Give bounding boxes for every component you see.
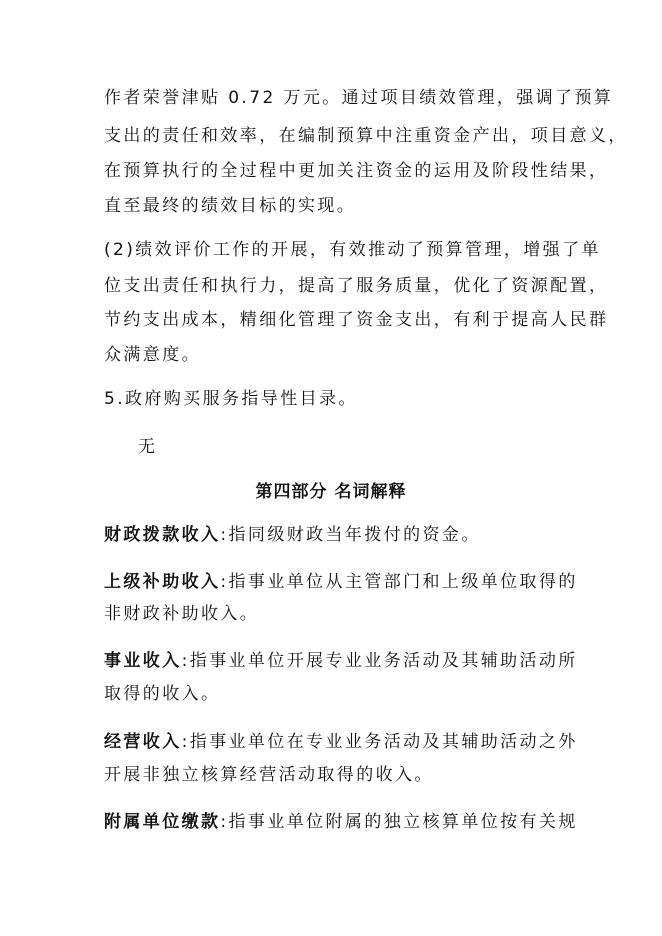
term-3-definition: :指事业单位开展专业业务活动及其辅助活动所 [181, 651, 578, 671]
paragraph-2-line-2: 位支出责任和执行力，提高了服务质量，优化了资源配置， [104, 276, 609, 296]
none-text: 无 [138, 437, 158, 457]
section-heading: 第四部分 名词解释 [255, 482, 407, 502]
term-4-line-2: 开展非独立核算经营活动取得的收入。 [104, 765, 434, 785]
term-5-line-1 [104, 811, 578, 833]
paragraph-1-line-3: 在预算执行的全过程中更加关注资金的运用及阶段性结果， [104, 161, 609, 181]
term-2-line-1 [104, 571, 578, 593]
paragraph-1-line-2: 支出的责任和效率，在编制预算中注重资金产出，项目意义， [104, 126, 628, 146]
term-2-definition: :指事业单位从主管部门和上级单位取得的 [220, 572, 578, 592]
paragraph-2-line-4: 众满意度。 [104, 345, 201, 365]
term-5-definition: :指事业单位附属的独立核算单位按有关规 [220, 812, 578, 832]
term-2-title: 上级补助收入 [104, 572, 221, 592]
paragraph-1-line-4: 直至最终的绩效目标的实现。 [104, 196, 357, 216]
term-4-line-1 [104, 731, 578, 753]
paragraph-2-line-1: (2)绩效评价工作的开展，有效推动了预算管理，增强了单 [104, 240, 601, 260]
term-3-title: 事业收入 [104, 651, 182, 671]
term-1-definition: :指同级财政当年拨付的资金。 [220, 525, 481, 545]
term-4-definition: :指事业单位在专业业务活动及其辅助活动之外 [181, 732, 578, 752]
term-1-line-1 [104, 524, 481, 546]
term-5-title: 附属单位缴款 [104, 812, 221, 832]
paragraph-2-line-3: 节约支出成本，精细化管理了资金支出，有利于提高人民群 [104, 310, 609, 330]
paragraph-1-line-1: 作者荣誉津贴 0.72 万元。通过项目绩效管理，强调了预算 [104, 88, 614, 108]
term-2-line-2: 非财政补助收入。 [104, 604, 260, 624]
term-3-line-2: 取得的收入。 [104, 684, 221, 704]
term-4-title: 经营收入 [104, 732, 182, 752]
term-3-line-1 [104, 650, 578, 672]
term-1-title: 财政拨款收入 [104, 525, 221, 545]
list-item-5: 5.政府购买服务指导性目录。 [104, 389, 358, 409]
